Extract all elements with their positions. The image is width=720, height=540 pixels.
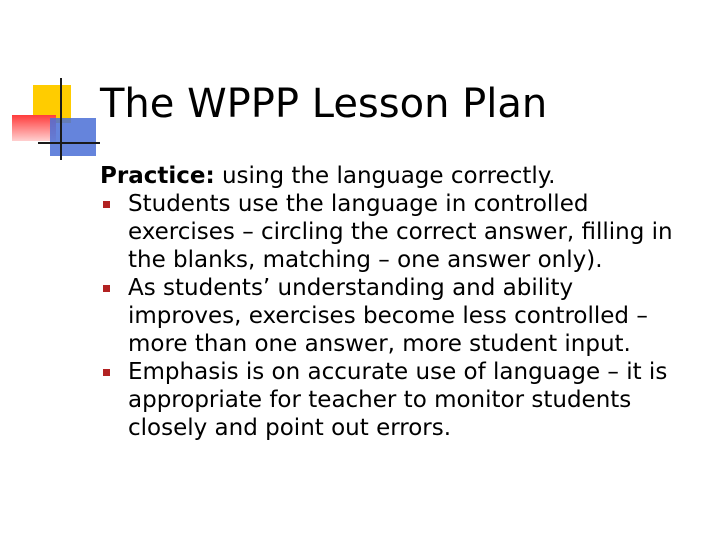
slide-body	[100, 162, 700, 442]
intro-line	[100, 162, 700, 190]
bullet-list	[100, 190, 700, 442]
bullet-text: Students use the language in controlled exercises – circling the correct answer, filling in the blanks, matching – one answer only).	[128, 191, 673, 273]
logo-blue-square	[50, 118, 96, 156]
logo-vertical-line	[60, 78, 62, 160]
intro-label: Practice:	[100, 163, 215, 189]
square-bullet-icon	[103, 201, 110, 208]
list-item	[100, 358, 700, 442]
bullet-text: Emphasis is on accurate use of language – it is appropriate for teacher to monitor students closely and point out errors.	[128, 359, 668, 441]
square-bullet-icon	[103, 369, 110, 376]
list-item	[100, 274, 700, 358]
bullet-text: As students’ understanding and ability improves, exercises become less controlled – more than one answer, more student input.	[128, 275, 648, 357]
slide-logo	[0, 0, 110, 170]
list-item	[100, 190, 700, 274]
intro-text: using the language correctly.	[214, 163, 556, 189]
logo-horizontal-line	[38, 142, 100, 144]
slide-title: The WPPP Lesson Plan	[100, 81, 548, 127]
square-bullet-icon	[103, 285, 110, 292]
